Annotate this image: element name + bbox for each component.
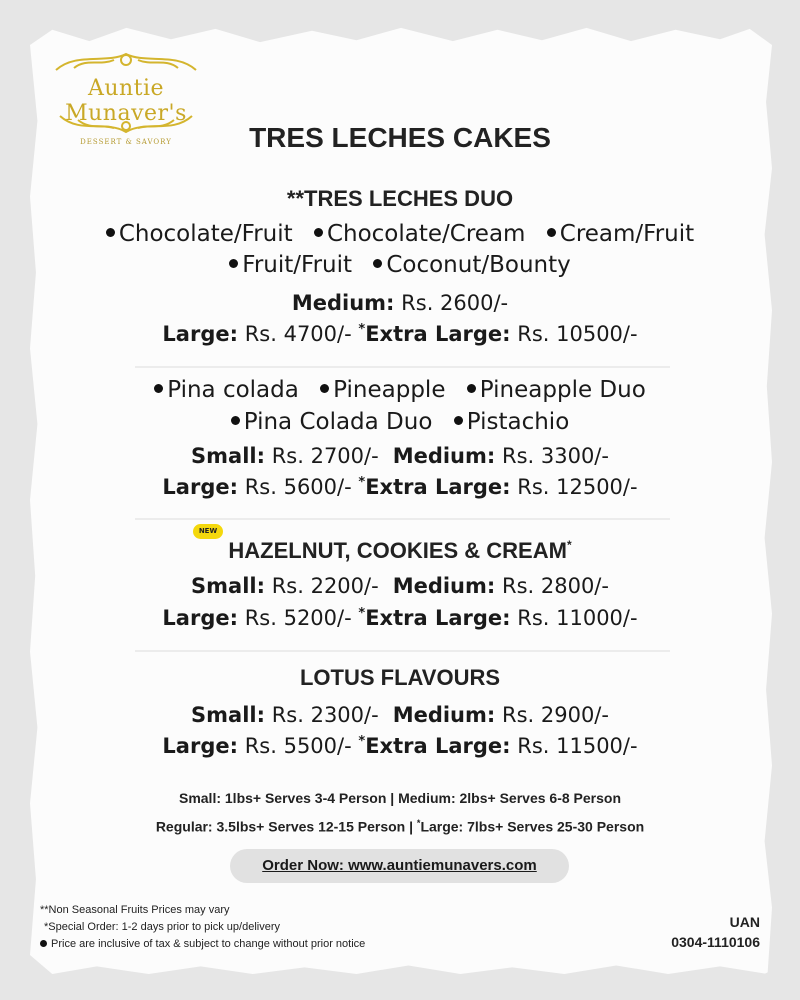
list-item: Pineapple (320, 377, 445, 403)
price-value: Rs. 2300/- (271, 703, 379, 727)
hazelnut-price-small-medium (0, 574, 800, 598)
list-item: Fruit/Fruit (229, 252, 352, 278)
lotus-price-small-medium (0, 703, 800, 727)
price-value: Rs. 12500/- (517, 475, 638, 499)
uan-label: UAN (729, 914, 760, 930)
pina-options-row1 (0, 377, 800, 403)
list-item: Pineapple Duo (467, 377, 646, 403)
duo-price-medium (0, 291, 800, 315)
price-value: Rs. 2200/- (271, 574, 379, 598)
list-item: Chocolate/Fruit (106, 221, 293, 247)
bullet-icon (320, 384, 329, 393)
bullet-icon (454, 416, 463, 425)
hazelnut-price-large (0, 606, 800, 630)
size-label: Extra Large: (365, 734, 511, 758)
duo-price-large (0, 322, 800, 346)
pina-price-large (0, 475, 800, 499)
duo-heading: **TRES LECHES DUO (286, 186, 514, 211)
price-value: Rs. 5600/- (244, 475, 352, 499)
size-label: Medium: (392, 574, 496, 598)
size-label: Large: (162, 475, 239, 499)
brand-tagline: DESSERT & SAVORY (80, 138, 172, 146)
size-label: Medium: (392, 703, 496, 727)
asterisk: * (416, 818, 421, 828)
list-item: Coconut/Bounty (373, 252, 570, 278)
price-value: Rs. 2600/- (401, 291, 509, 315)
footnote-fruits: **Non Seasonal Fruits Prices may vary (40, 904, 230, 916)
size-info-line1: Small: 1lbs+ Serves 3-4 Person | Medium: 2lbs+ Serves 6-8 Person (178, 790, 621, 806)
bullet-icon (154, 384, 163, 393)
size-label: Large: (162, 734, 239, 758)
uan-contact (671, 912, 760, 952)
price-value: Rs. 5200/- (244, 606, 352, 630)
brand-name: Auntie Munaver's (65, 76, 187, 126)
asterisk: * (358, 475, 366, 490)
size-label: Extra Large: (365, 606, 511, 630)
asterisk: * (358, 606, 366, 621)
bullet-icon (229, 259, 238, 268)
duo-options-row2 (0, 252, 800, 278)
size-label: Small: (191, 444, 266, 468)
bullet-icon (373, 259, 382, 268)
price-value: Rs. 2800/- (501, 574, 609, 598)
asterisk: * (358, 734, 366, 749)
footnote-tax: Price are inclusive of tax & subject to change without prior notice (40, 936, 365, 953)
bullet-icon (547, 228, 556, 237)
page-title: TRES LECHES CAKES (249, 122, 551, 153)
size-info-line2: Regular: 3.5lbs+ Serves 12-15 Person | *Large: 7lbs+ Serves 25-30 Person (155, 818, 645, 835)
section-divider (135, 366, 670, 368)
pina-options-row2 (0, 409, 800, 435)
list-item: Pina colada (154, 377, 299, 403)
price-value: Rs. 4700/- (244, 322, 352, 346)
list-item: Chocolate/Cream (314, 221, 526, 247)
duo-options-row1 (0, 221, 800, 247)
bullet-icon (40, 940, 47, 947)
price-value: Rs. 11500/- (517, 734, 638, 758)
size-label: Large: (162, 322, 239, 346)
uan-number: 0304-1110106 (671, 934, 760, 950)
price-value: Rs. 2700/- (271, 444, 379, 468)
pina-price-small-medium (0, 444, 800, 468)
size-label: Extra Large: (365, 475, 511, 499)
asterisk: * (358, 322, 366, 337)
asterisk: * (566, 538, 572, 552)
footnotes (40, 902, 365, 953)
size-label: Small: (191, 703, 266, 727)
hazelnut-heading: HAZELNUT, COOKIES & CREAM* (228, 538, 572, 563)
size-label: Extra Large: (365, 322, 511, 346)
size-label: Medium: (392, 444, 496, 468)
price-value: Rs. 10500/- (517, 322, 638, 346)
size-label: Small: (191, 574, 266, 598)
size-label: Medium: (291, 291, 395, 315)
price-value: Rs. 3300/- (501, 444, 609, 468)
price-value: Rs. 2900/- (501, 703, 609, 727)
section-divider (135, 650, 670, 652)
price-value: Rs. 11000/- (517, 606, 638, 630)
list-item: Pistachio (454, 409, 570, 435)
list-item: Cream/Fruit (547, 221, 694, 247)
bullet-icon (314, 228, 323, 237)
bullet-icon (106, 228, 115, 237)
footnote-special-order: *Special Order: 1-2 days prior to pick up/delivery (44, 921, 280, 933)
bullet-icon (231, 416, 240, 425)
lotus-heading: LOTUS FLAVOURS (299, 665, 501, 690)
price-value: Rs. 5500/- (244, 734, 352, 758)
bullet-icon (467, 384, 476, 393)
lotus-price-large (0, 734, 800, 758)
new-badge: NEW (193, 524, 223, 539)
size-label: Large: (162, 606, 239, 630)
order-now-link[interactable]: Order Now: www.auntiemunavers.com (230, 849, 569, 883)
list-item: Pina Colada Duo (231, 409, 433, 435)
section-divider (135, 518, 670, 520)
